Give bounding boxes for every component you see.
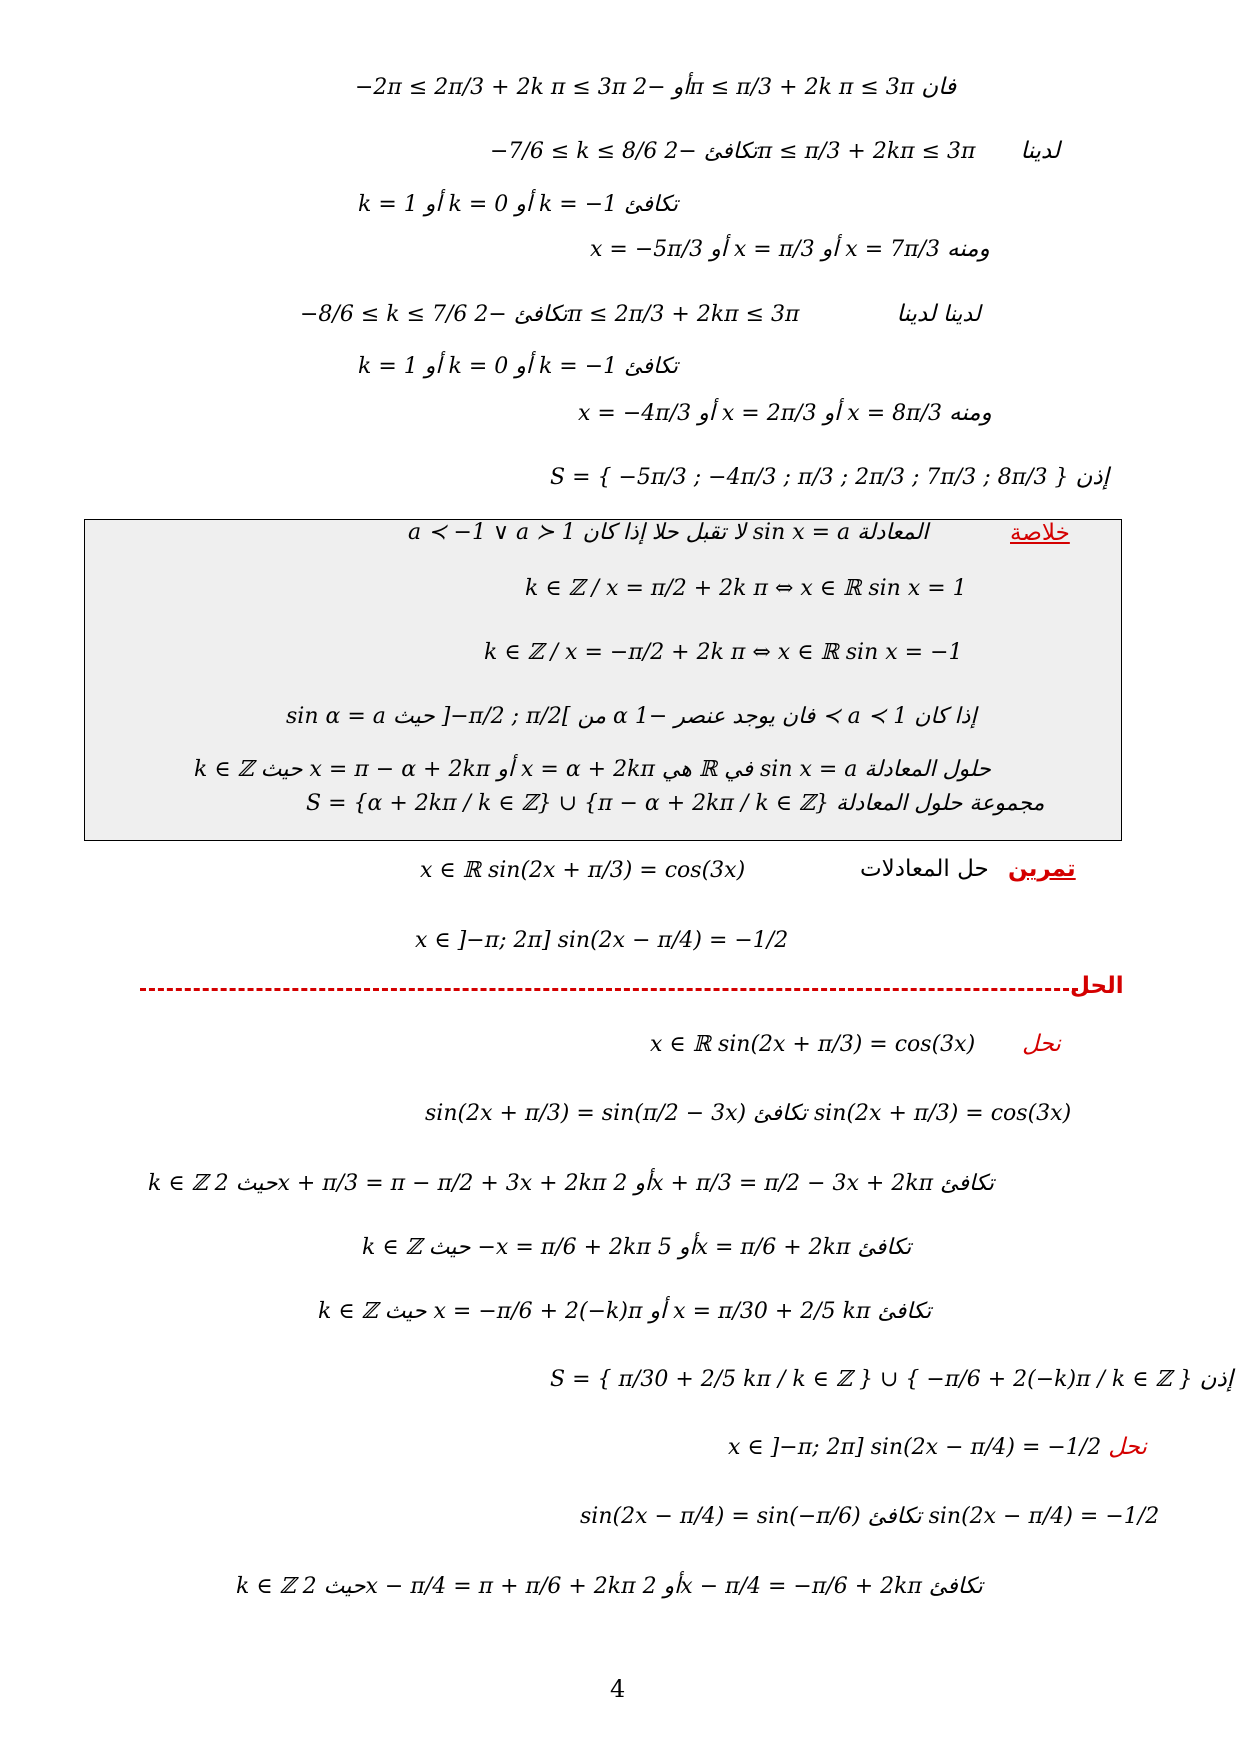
line-5 (300, 303, 981, 326)
line-8 (550, 466, 1109, 489)
line-4 (590, 238, 990, 261)
solution-line-3: k ∈ ℤ حيث 2x + π/3 = π − π/2 + 3x + 2kπ أو 2x + π/3 = π/2 − 3x + 2kπ تكافئ (148, 1171, 994, 1196)
summary-line-3: k ∈ ℤ / x = −π/2 + 2k π ⇔ x ∈ ℝ sin x = −1 (484, 640, 963, 665)
line-2 (490, 140, 1060, 163)
exercise-intro: حل المعادلات (860, 856, 989, 882)
solution-line-6-math: S = { π/30 + 2/5 kπ / k ∈ ℤ } ∪ { −π/6 + 2(−k)π / k ∈ ℤ } (550, 1367, 1193, 1392)
solution-line-1-word: نحل (1022, 1031, 1061, 1057)
solution-line-5: k ∈ ℤ حيث x = −π/6 + 2(−k)π أو x = π/30 + 2/5 kπ تكافئ (318, 1299, 932, 1324)
line-7 (578, 402, 992, 425)
exercise-eq-2: x ∈ ]−π; 2π] sin(2x − π/4) = −1/2 (415, 928, 789, 953)
line-1 (355, 76, 956, 99)
section-divider (140, 988, 1078, 991)
solution-line-6 (550, 1368, 1233, 1391)
line-7-math: x = −4π/3 أو x = 2π/3 أو x = 8π/3 (578, 401, 942, 426)
line-4-word: ومنه (947, 236, 990, 262)
line-5-word: لدينا (896, 301, 936, 327)
summary-line-2: k ∈ ℤ / x = π/2 + 2k π ⇔ x ∈ ℝ sin x = 1 (525, 576, 967, 601)
line-3 (358, 194, 678, 216)
solution-line-7 (728, 1436, 1147, 1459)
line-5-math: −8/6 ≤ k ≤ 7/6 تكافئ −2π ≤ 2π/3 + 2kπ ≤ 3π لدينا (300, 302, 981, 327)
solution-line-7-word: نحل (1108, 1434, 1147, 1460)
line-7-word: ومنه (949, 400, 992, 426)
line-4-math: x = −5π/3 أو x = π/3 أو x = 7π/3 (590, 237, 940, 262)
summary-line-5: k ∈ ℤ حيث x = π − α + 2kπ أو x = α + 2kπ هي ℝ في sin x = a حلول المعادلة (194, 757, 991, 782)
line-1-word: فان (921, 74, 957, 100)
solution-title: الحل (1070, 973, 1124, 999)
solution-line-9: k ∈ ℤ حيث 2x − π/4 = π + π/6 + 2kπ أو 2x − π/4 = −π/6 + 2kπ تكافئ (236, 1574, 983, 1599)
line-3-math: k = 1 أو k = 0 أو k = −1 تكافئ (358, 192, 678, 217)
summary-line-4: sin α = a حيث ]−π/2 ; π/2[ من α فان يوجد عنصر −1 ≺ a ≺ 1 إذا كان (286, 704, 977, 729)
solution-line-2: sin(2x + π/3) = sin(π/2 − 3x) تكافئ sin(2x + π/3) = cos(3x) (425, 1101, 1072, 1126)
solution-line-6-word: إذن (1199, 1366, 1234, 1392)
page-number: 4 (610, 1675, 626, 1703)
solution-line-4: k ∈ ℤ حيث −x = π/6 + 2kπ أو 5x = π/6 + 2kπ تكافئ (362, 1235, 912, 1260)
summary-line-6: S = {α + 2kπ / k ∈ ℤ} ∪ {π − α + 2kπ / k ∈ ℤ} مجموعة حلول المعادلة (306, 791, 1045, 816)
line-1-math: −2π ≤ 2π/3 + 2k π ≤ 3π أو −2π ≤ π/3 + 2k π ≤ 3π (355, 75, 915, 100)
line-6-math: k = 1 أو k = 0 أو k = −1 تكافئ (358, 354, 678, 379)
summary-line-1: a ≺ −1 ∨ a ≻ 1 لا تقبل حلا إذا كان sin x = a المعادلة (408, 520, 929, 545)
line-6 (358, 356, 678, 378)
solution-line-7-math: x ∈ ]−π; 2π] sin(2x − π/4) = −1/2 (728, 1435, 1102, 1460)
solution-line-1 (650, 1033, 1061, 1056)
solution-line-1-math: x ∈ ℝ sin(2x + π/3) = cos(3x) (650, 1032, 976, 1057)
summary-title: خلاصة (1010, 520, 1070, 546)
solution-line-8: sin(2x − π/4) = sin(−π/6) تكافئ sin(2x − π/4) = −1/2 (580, 1504, 1160, 1529)
exercise-title: تمرين (1008, 856, 1076, 882)
line-2-math: −7/6 ≤ k ≤ 8/6 تكافئ −2π ≤ π/3 + 2kπ ≤ 3π (490, 139, 976, 164)
line-2-word: لدينا (1020, 138, 1060, 164)
line-8-word: إذن (1075, 464, 1110, 490)
exercise-eq-1: x ∈ ℝ sin(2x + π/3) = cos(3x) (420, 858, 746, 883)
line-8-math: S = { −5π/3 ; −4π/3 ; π/3 ; 2π/3 ; 7π/3 ; 8π/3 } (550, 465, 1069, 490)
